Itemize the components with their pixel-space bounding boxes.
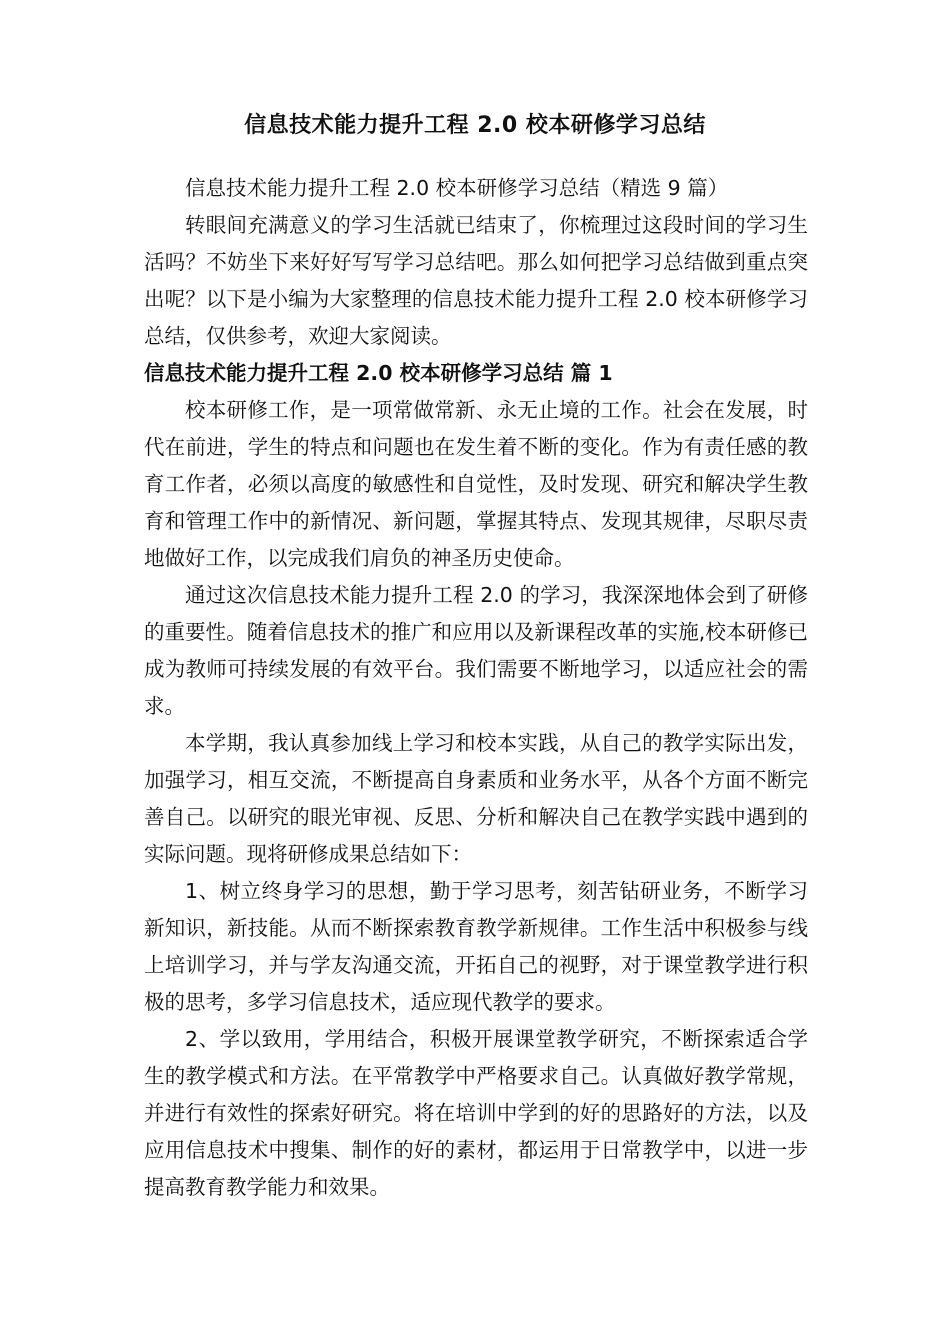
document-body (144, 170, 808, 1206)
body-paragraph: 通过这次信息技术能力提升工程 2.0 的学习，我深深地体会到了研修的重要性。随着信息技术的推广和应用以及新课程改革的实施,校本研修已成为教师可持续发展的有效平台。我们需要不断地学习，以适应社会的需求。 (144, 583, 808, 718)
body-paragraph: 校本研修工作，是一项常做常新、永无止境的工作。社会在发展，时代在前进，学生的特点和问题也在发生着不断的变化。作为有责任感的教育工作者，必须以高度的敏感性和自觉性，及时发现、研究和解决学生教育和管理工作中的新情况、新问题，掌握其特点、发现其规律，尽职尽责地做好工作，以完成我们肩负的神圣历史使命。 (144, 398, 808, 570)
section-heading: 信息技术能力提升工程 2.0 校本研修学习总结 篇 1 (144, 361, 613, 385)
document-title: 信息技术能力提升工程 2.0 校本研修学习总结 (244, 113, 706, 138)
list-item-paragraph: 1、树立终身学习的思想，勤于学习思考，刻苦钻研业务，不断学习新知识，新技能。从而不断探索教育教学新规律。工作生活中积极参与线上培训学习，并与学友沟通交流，开拓自己的视野，对于课堂教学进行积极的思考，多学习信息技术，适应现代教学的要求。 (144, 879, 808, 1014)
body-paragraph: 本学期，我认真参加线上学习和校本实践，从自己的教学实际出发，加强学习，相互交流，不断提高自身素质和业务水平，从各个方面不断完善自己。以研究的眼光审视、反思、分析和解决自己在教学实践中遇到的实际问题。现将研修成果总结如下： (144, 731, 808, 866)
document-subtitle: 信息技术能力提升工程 2.0 校本研修学习总结（精选 9 篇） (185, 176, 729, 200)
list-item-paragraph: 2、学以致用，学用结合，积极开展课堂教学研究，不断探索适合学生的教学模式和方法。在平常教学中严格要求自己。认真做好教学常规，并进行有效性的探索好研究。将在培训中学到的好的思路好的方法，以及应用信息技术中搜集、制作的好的素材，都运用于日常教学中，以进一步提高教育教学能力和效果。 (144, 1027, 808, 1199)
intro-paragraph: 转眼间充满意义的学习生活就已结束了，你梳理过这段时间的学习生活吗？不妨坐下来好好写写学习总结吧。那么如何把学习总结做到重点突出呢？以下是小编为大家整理的信息技术能力提升工程 2.0 校本研修学习总结，仅供参考，欢迎大家阅读。 (144, 213, 808, 348)
